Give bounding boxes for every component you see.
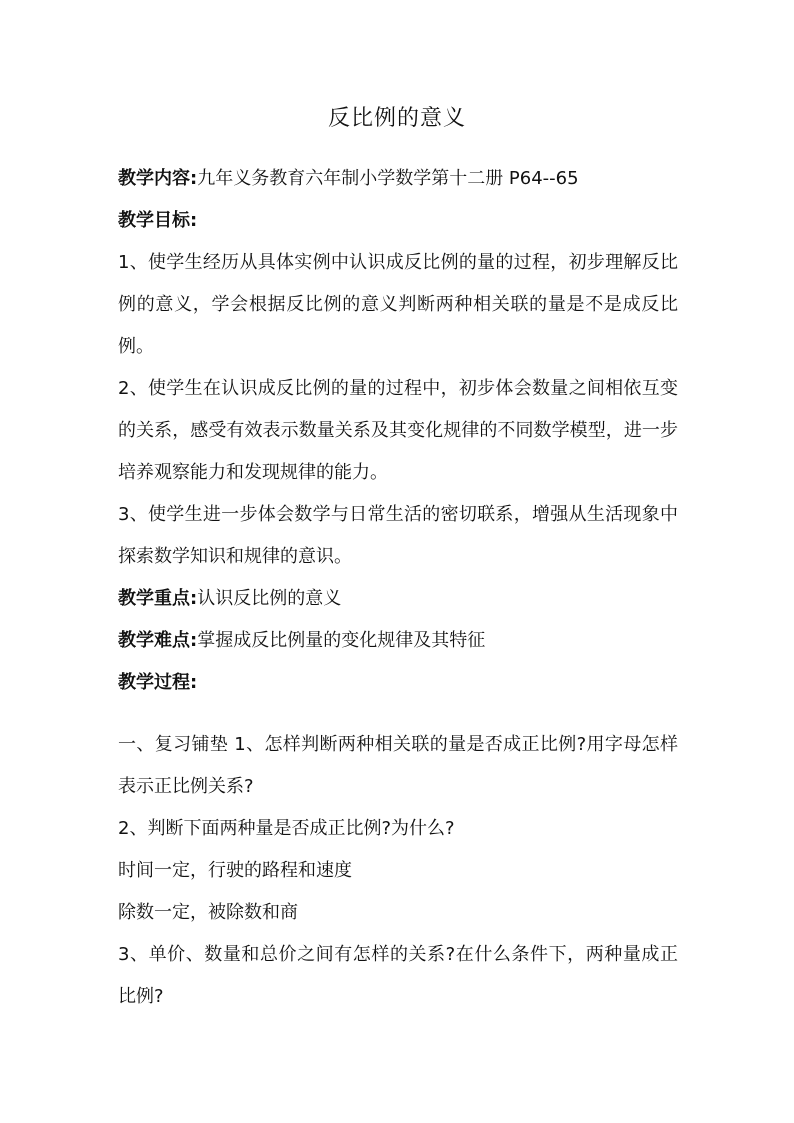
teaching-process-label: 教学过程: xyxy=(118,672,198,693)
teaching-content-text: 九年义务教育六年制小学数学第十二册 P64--65 xyxy=(197,168,579,189)
difficulty-label: 教学难点: xyxy=(118,630,198,651)
review-question-3: 3、单价、数量和总价之间有怎样的关系?在什么条件下，两种量成正比例? xyxy=(118,944,678,1007)
teaching-content-label: 教学内容: xyxy=(118,168,198,189)
objective-item-2: 2、使学生在认识成反比例的量的过程中，初步体会数量之间相依互变的关系，感受有效表示数量关系及其变化规律的不同数学模型，进一步培养观察能力和发现规律的能力。 xyxy=(118,378,678,483)
objective-item-1: 1、使学生经历从具体实例中认识成反比例的量的过程，初步理解反比例的意义，学会根据反比例的意义判断两种相关联的量是不是成反比例。 xyxy=(118,252,678,357)
key-point-label: 教学重点: xyxy=(118,588,198,609)
document-title: 反比例的意义 xyxy=(327,106,466,131)
teaching-objectives-heading xyxy=(118,200,678,242)
difficulty-line xyxy=(118,620,678,662)
teaching-objectives-label: 教学目标: xyxy=(118,210,198,231)
difficulty-text: 掌握成反比例量的变化规律及其特征 xyxy=(197,630,486,651)
teaching-process-heading xyxy=(118,662,678,704)
key-point-text: 认识反比例的意义 xyxy=(197,588,342,609)
review-question-2a: 时间一定，行驶的路程和速度 xyxy=(118,860,352,881)
review-question-2b: 除数一定，被除数和商 xyxy=(118,902,298,923)
review-question-1: 一、复习铺垫 1、怎样判断两种相关联的量是否成正比例?用字母怎样表示正比例关系? xyxy=(118,734,678,797)
teaching-content-line xyxy=(118,158,678,200)
key-point-line xyxy=(118,578,678,620)
document-body xyxy=(118,158,678,1018)
objective-item-3: 3、使学生进一步体会数学与日常生活的密切联系，增强从生活现象中探索数学知识和规律的意识。 xyxy=(118,504,678,567)
spacer xyxy=(118,704,678,724)
review-question-2: 2、判断下面两种量是否成正比例?为什么? xyxy=(118,818,455,839)
